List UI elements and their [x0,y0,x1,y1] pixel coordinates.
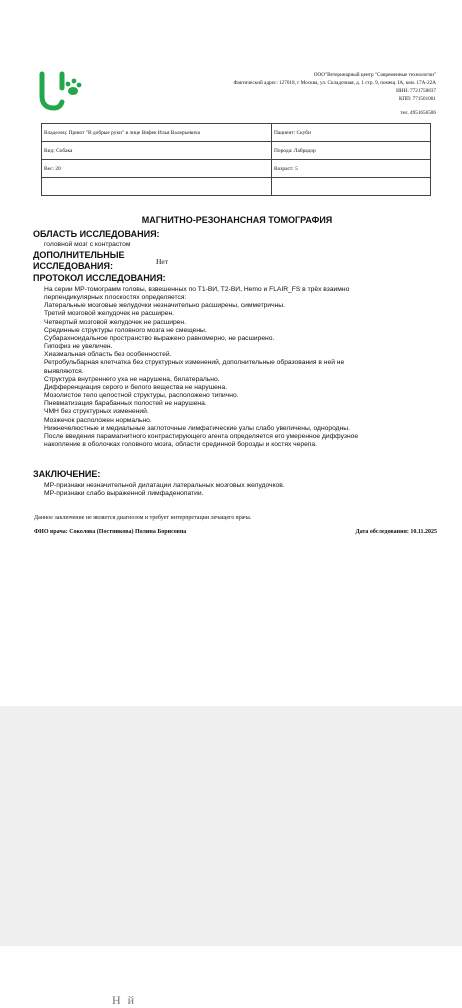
weight-cell: Вес: 20 [42,160,272,178]
species-cell: Вид: Собака [42,142,272,160]
conclusion-text [44,482,436,498]
conclusion-line: МР-признаки слабо выраженной лимфаденопатии. [44,490,204,498]
next-page-fragment: Н й [112,993,137,1007]
protocol-line: перпендикулярных плоскостях определяется: [44,294,187,302]
protocol-line: Пневматизация барабанных полостей не нарушена. [44,400,207,408]
org-inn: ИНН: 7721758837 [396,88,436,94]
next-page [0,946,462,1000]
protocol-line: Мозолистое тело целостной структуры, расположено типично. [44,392,239,400]
area-heading: ОБЛАСТЬ ИССЛЕДОВАНИЯ: [33,229,160,239]
page-gap [0,706,462,946]
organization-header [136,71,436,117]
protocol-line: Латеральные мозговые желудочки незначительно расширены, симметричны. [44,302,285,310]
protocol-line: Гипофиз не увеличен. [44,343,113,351]
extra-value: Нет [156,257,169,266]
org-kpp: КПП: 771501001 [398,96,436,102]
protocol-line: накопление в оболочках головного мозга, области срединной борозды и костях черепа. [44,440,317,448]
protocol-line: выявляются. [44,367,84,375]
protocol-heading: ПРОТОКОЛ ИССЛЕДОВАНИЯ: [33,273,166,283]
protocol-line: Третий мозговой желудочек не расширен. [44,310,175,318]
empty-cell [272,178,431,196]
conclusion-line: МР-признаки незначительной дилатации латеральных мозговых желудочков. [44,482,285,489]
extra-heading-line-2: ИССЛЕДОВАНИЯ: [33,261,113,271]
org-name: ООО"Ветеринарный центр "Современные технологии" [313,72,436,78]
protocol-line: Срединные структуры головного мозга не смещены. [44,326,207,334]
protocol-text [44,286,436,449]
breed-cell: Порода: Лабрадор [272,142,431,160]
protocol-line: Субарахноидальное пространство выражено равномерно, не расширено. [44,334,275,342]
protocol-line: Четвертый мозговой желудочек не расширен. [44,318,186,326]
area-value: головной мозг с контрастом [44,241,131,248]
vet-logo-icon [36,70,84,114]
protocol-line: Нижнечелюстные и медиальные заглоточные лимфатические узлы слабо увеличены, однородны. [44,424,350,432]
age-cell: Возраст: 5 [272,160,431,178]
patient-info-table [41,123,431,196]
extra-heading-line-1: ДОПОЛНИТЕЛЬНЫЕ [33,250,125,260]
org-phone: тел. 4951656506 [400,110,436,116]
exam-date: Дата обследования: 10.11.2025 [355,529,437,535]
org-address: Фактический адрес: 127018, г Москва, ул. Складочная, д. 1 стр. 9, помещ. IA, ком. 17А-22А [233,80,436,86]
protocol-line: Структура внутреннего уха не нарушена, билатерально. [44,375,220,383]
protocol-line: Дифференциация серого и белого вещества не нарушена. [44,383,228,391]
empty-cell [42,178,272,196]
conclusion-heading: ЗАКЛЮЧЕНИЕ: [33,469,101,479]
owner-cell: Владелец: Приют "В добрые руки" в лице Вифек Илья Валерьевича [42,124,272,142]
protocol-line: Ретробульбарная клетчатка без структурных изменений, дополнительные образования в ней не [44,359,345,367]
report-title: МАГНИТНО-РЕЗОНАНСНАЯ ТОМОГРАФИЯ [141,215,333,225]
protocol-line: Хиазмальная область без особенностей. [44,351,172,359]
protocol-line: После введения парамагнитного контрастирующего агента определяется его умеренное диффузное [44,432,359,440]
protocol-line: ЧМН без структурных изменений. [44,408,149,416]
protocol-line: На серии МР-томограмм головы, взвешенных по Т1-ВИ, Т2-ВИ, Hemo и FLAIR_FS в трёх взаимно [44,286,350,293]
doctor-name: ФИО врача: Соколова (Постникова) Полина Борисовна [34,529,187,535]
disclaimer: Данное заключение не является диагнозом и требует интерпретации лечащего врача. [34,515,252,521]
patient-cell: Пациент: Скуби [272,124,431,142]
protocol-line: Мозжечок расположен нормально. [44,416,152,424]
